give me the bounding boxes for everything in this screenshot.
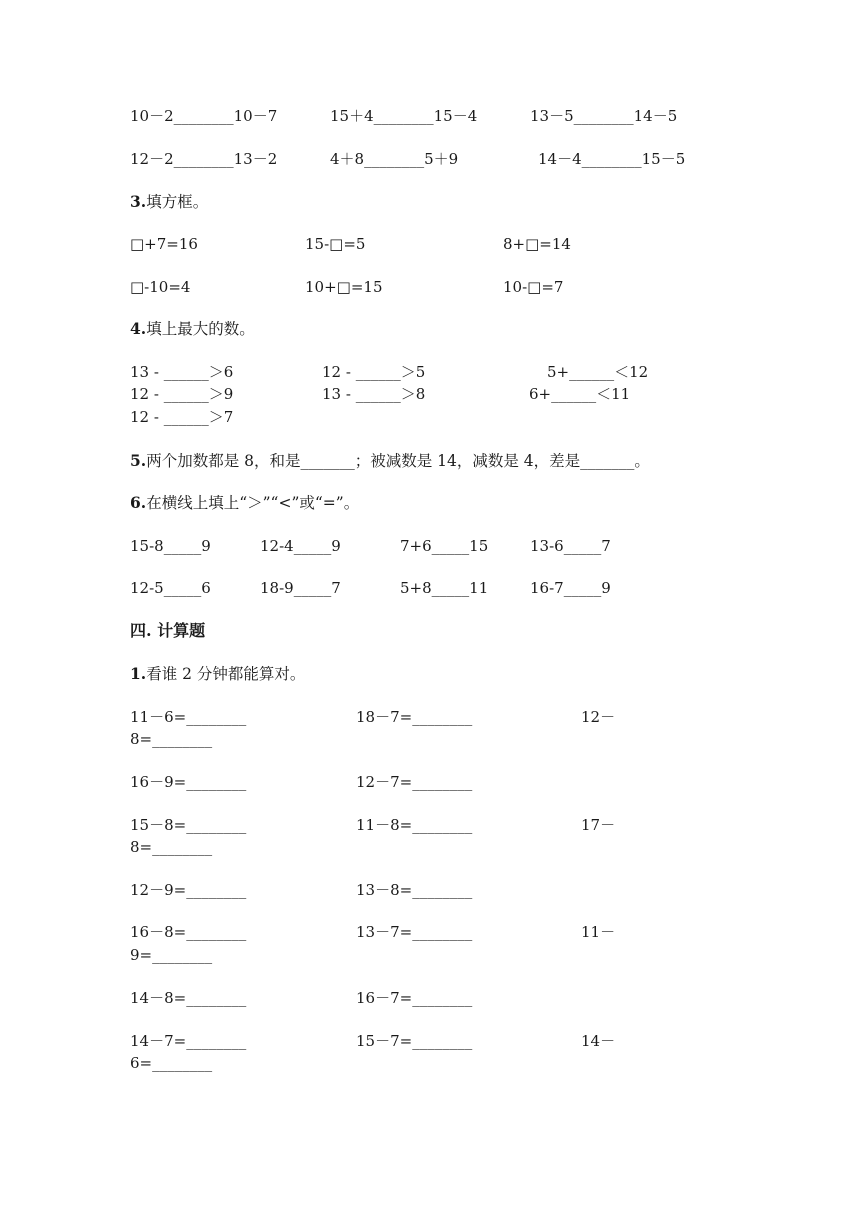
calc-item: 11－6=________ [130,708,247,726]
fill-box-item: 10-□=7 [503,278,564,296]
calc-item: 13－7=________ [356,923,473,941]
max-number-item: 6+______＜11 [529,385,631,403]
max-number-item: 5+______＜12 [547,363,649,381]
question-6-title [130,493,359,513]
fill-box-item: □+7=16 [130,235,198,253]
calc-item: 14－ [581,1032,616,1050]
section-heading: 四. 计算题 [130,621,206,640]
calc-item-wrap: 8=________ [130,838,213,856]
calc-item: 16－7=________ [356,989,473,1007]
fill-box-item: 8+□=14 [503,235,571,253]
question-4-title [130,319,255,339]
question-3-title [130,192,208,212]
fill-box-item: 15-□=5 [305,235,366,253]
calc-item: 15－7=________ [356,1032,473,1050]
question-number: 3. [130,192,147,211]
max-number-item: 12 - ______＞9 [130,385,234,403]
fill-box-item: □-10=4 [130,278,191,296]
question-text: 在横线上填上“＞”“<”或“=”。 [146,494,360,512]
question-5 [130,451,650,471]
symbol-item: 12-4_____9 [260,537,341,555]
calc-item: 17－ [581,816,616,834]
compare-item: 4＋8________5＋9 [330,150,459,168]
calc-item: 15－8=________ [130,816,247,834]
symbol-item: 16-7_____9 [530,579,611,597]
max-number-item: 13 - ______＞6 [130,363,234,381]
symbol-item: 15-8_____9 [130,537,211,555]
compare-item: 10－2________10－7 [130,107,278,125]
calc-item-wrap: 6=________ [130,1054,213,1072]
question-number: 6. [130,493,147,512]
calc-item: 14－7=________ [130,1032,247,1050]
compare-item: 15＋4________15－4 [330,107,478,125]
question-number: 4. [130,319,147,338]
compare-item: 13－5________14－5 [530,107,678,125]
fill-box-item: 10+□=15 [305,278,383,296]
calc-item: 13－8=________ [356,881,473,899]
calc-item: 11－ [581,923,616,941]
calc-item: 12－9=________ [130,881,247,899]
calc-item: 11－8=________ [356,816,473,834]
max-number-item: 13 - ______＞8 [322,385,426,403]
symbol-item: 7+6_____15 [400,537,489,555]
max-number-item: 12 - ______＞7 [130,408,234,426]
calc-item: 16－8=________ [130,923,247,941]
symbol-item: 18-9_____7 [260,579,341,597]
question-text: 填方框。 [146,193,209,211]
calc-item-wrap: 9=________ [130,946,213,964]
symbol-item: 5+8_____11 [400,579,489,597]
max-number-item: 12 - ______＞5 [322,363,426,381]
question-text: 两个加数都是 8，和是_______；被减数是 14，减数是 4，差是_______。 [146,452,650,470]
calc-item-wrap: 8=________ [130,730,213,748]
question-number: 1. [130,664,147,683]
calc-item: 14－8=________ [130,989,247,1007]
symbol-item: 13-6_____7 [530,537,611,555]
calc-item: 12－ [581,708,616,726]
calc-item: 12－7=________ [356,773,473,791]
symbol-item: 12-5_____6 [130,579,211,597]
question-text: 看谁 2 分钟都能算对。 [146,665,306,683]
question-number: 5. [130,451,147,470]
calc-item: 16－9=________ [130,773,247,791]
compare-item: 12－2________13－2 [130,150,278,168]
calc-question-title [130,664,305,684]
question-text: 填上最大的数。 [146,320,255,338]
compare-item: 14－4________15－5 [538,150,686,168]
calc-item: 18－7=________ [356,708,473,726]
